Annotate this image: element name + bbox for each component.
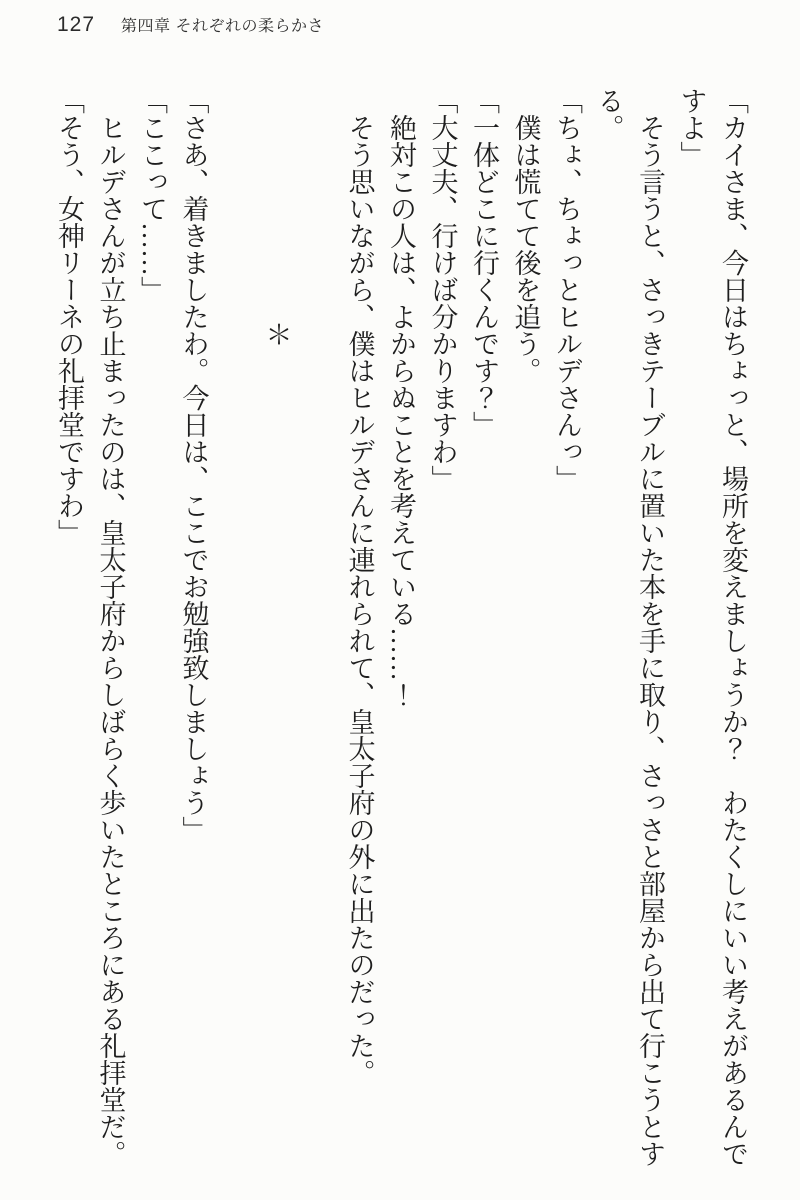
paragraph-dialogue: 「大丈夫、行けば分かりますわ」 bbox=[427, 87, 458, 492]
chapter-title: 第四章 それぞれの柔らかさ bbox=[121, 18, 324, 35]
paragraph-dialogue: 「ちょ、ちょっとヒルデさんっ」 bbox=[552, 87, 582, 492]
paragraph-dialogue: 「さあ、着きましたわ。今日は、ここでお勉強致しましょう」 bbox=[178, 87, 209, 843]
page-header bbox=[57, 13, 324, 37]
scene-divider: ＊ bbox=[261, 321, 292, 348]
paragraph-dialogue: 「カイさま、今日はちょっと、場所を変えましょうか？ わたくしにいい考えがあるんですよ」 bbox=[676, 87, 748, 1167]
page-number: 127 bbox=[57, 13, 96, 36]
paragraph-narration: 僕は慌てて後を追う。 bbox=[510, 114, 541, 384]
vertical-text-area bbox=[48, 87, 754, 1172]
paragraph-narration: そう思いながら、僕はヒルデさんに連れられて、皇太子府の外に出たのだった。 bbox=[344, 114, 375, 1086]
paragraph-narration: 絶対この人は、よからぬことを考えている……！ bbox=[386, 114, 416, 708]
paragraph-dialogue: 「ここって……」 bbox=[137, 87, 167, 303]
paragraph-dialogue: 「そう、女神リーネの礼拝堂ですわ」 bbox=[54, 87, 84, 546]
paragraph-narration: そう言うと、さっきテーブルに置いた本を手に取り、さっさと部屋から出て行こうとする。 bbox=[593, 87, 665, 1167]
paragraph-narration: ヒルデさんが立ち止まったのは、皇太子府からしばらく歩いたところにある礼拝堂だ。 bbox=[95, 114, 126, 1167]
paragraph-dialogue: 「一体どこに行くんです？」 bbox=[469, 87, 499, 438]
